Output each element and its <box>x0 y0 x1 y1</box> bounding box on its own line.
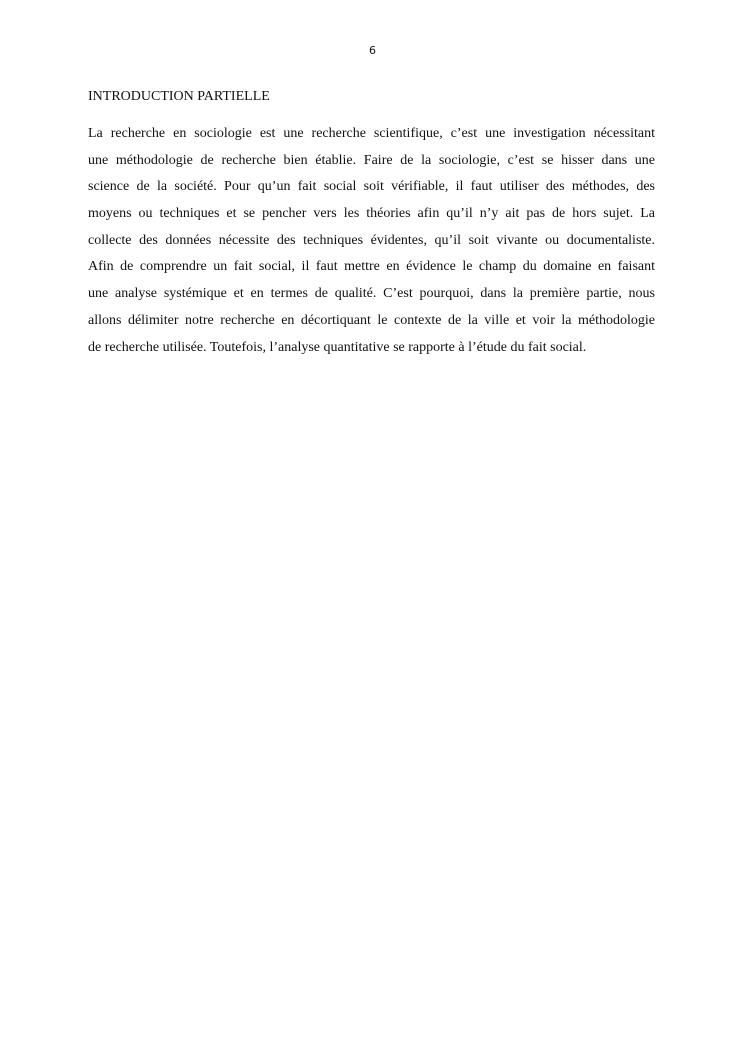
paragraph-line: de recherche utilisée. Toutefois, l’analyse quantitative se rapporte à l’étude du fait social. <box>88 339 587 355</box>
paragraph-line: collecte des données nécessite des techniques évidentes, qu’il soit vivante ou documentaliste. <box>88 232 655 248</box>
paragraph-line: allons délimiter notre recherche en décortiquant le contexte de la ville et voir la méthodologie <box>88 312 655 328</box>
paragraph-line: La recherche en sociologie est une recherche scientifique, c’est une investigation nécessitant <box>88 126 655 141</box>
section-heading: INTRODUCTION PARTIELLE <box>88 89 270 104</box>
page-number: 6 <box>369 44 376 57</box>
paragraph-line: une méthodologie de recherche bien établie. Faire de la sociologie, c’est se hisser dans une <box>88 152 655 168</box>
paragraph-line: moyens ou techniques et se pencher vers les théories afin qu’il n’y ait pas de hors sujet. La <box>88 206 655 222</box>
body-paragraph <box>88 121 655 361</box>
paragraph-line: science de la société. Pour qu’un fait social soit vérifiable, il faut utiliser des méthodes, des <box>88 179 655 195</box>
paragraph-line: Afin de comprendre un fait social, il faut mettre en évidence le champ du domaine en faisant <box>88 259 655 275</box>
paragraph-line: une analyse systémique et en termes de qualité. C’est pourquoi, dans la première partie, nous <box>88 286 655 302</box>
